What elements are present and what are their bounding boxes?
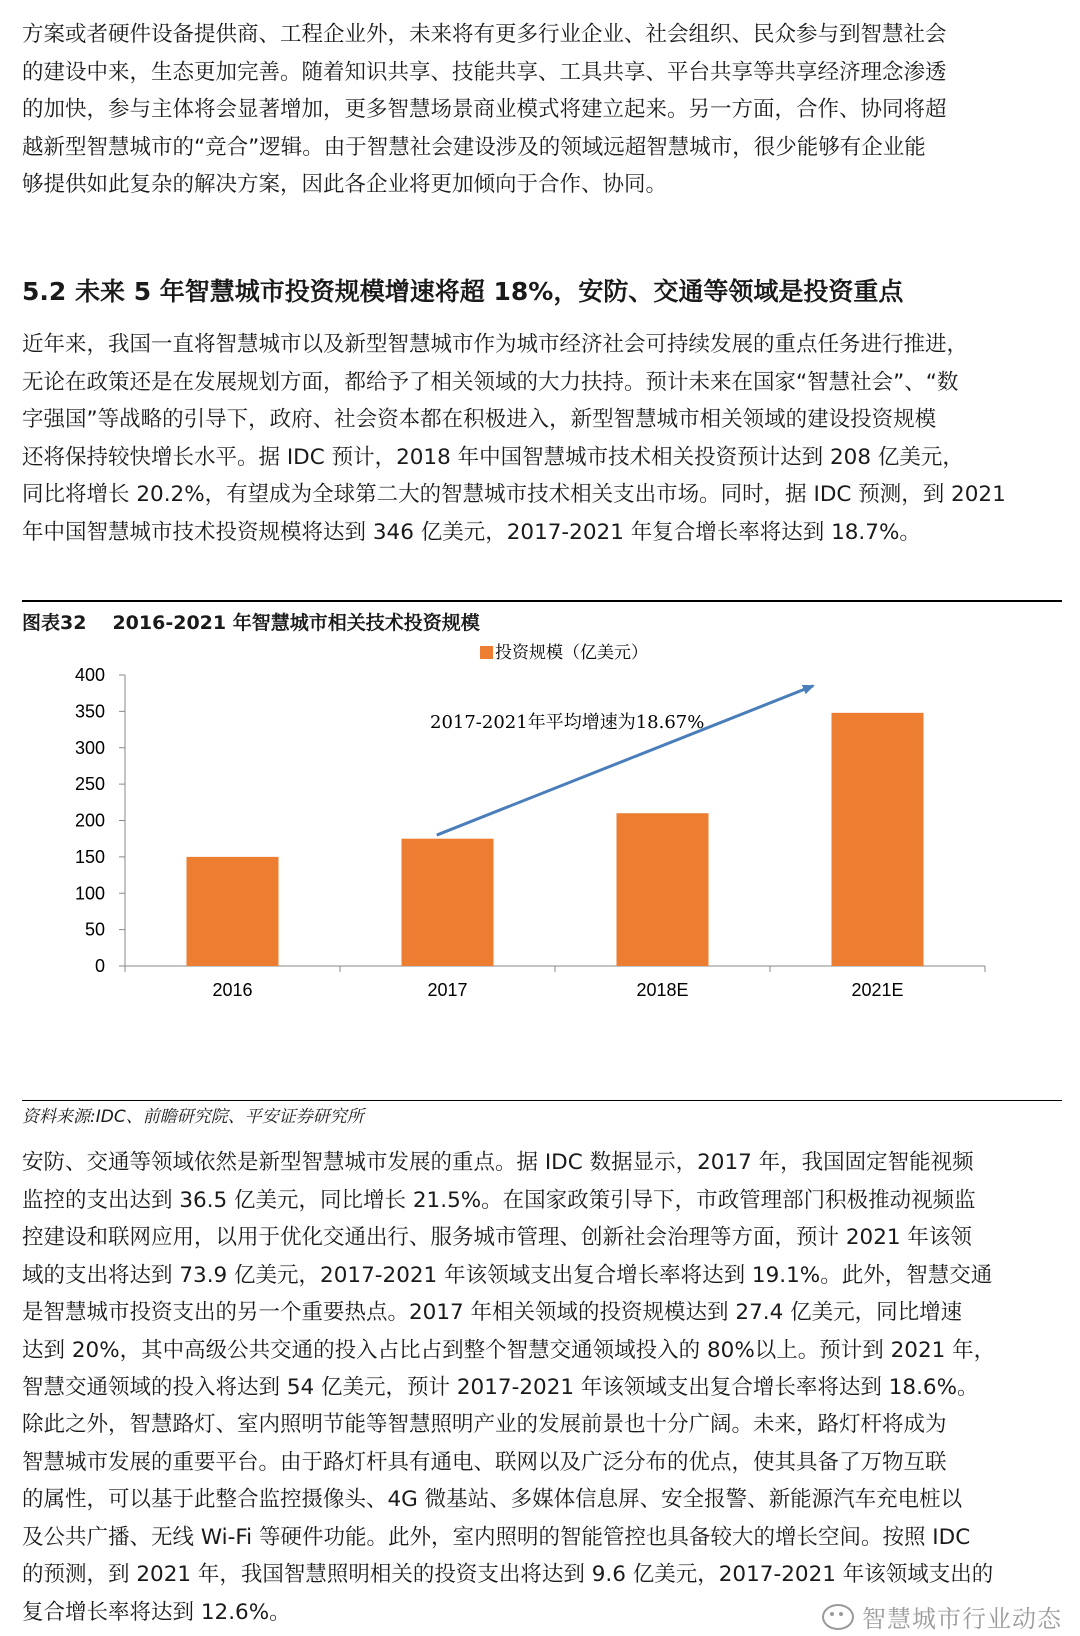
bar — [617, 813, 709, 966]
y-tick-label: 50 — [84, 919, 105, 940]
text-line: 是智慧城市投资支出的另一个重要热点。2017 年相关领域的投资规模达到 27.4 亿美元，同比增速 — [22, 1300, 963, 1325]
bar-chart — [0, 640, 1080, 1080]
legend-swatch — [480, 646, 493, 659]
y-tick-label: 200 — [74, 810, 105, 831]
y-tick-label: 250 — [74, 774, 105, 795]
text-line: 够提供如此复杂的解决方案，因此各企业将更加倾向于合作、协同。 — [22, 172, 668, 197]
intro-paragraph — [22, 16, 1062, 204]
text-line: 无论在政策还是在发展规划方面，都给予了相关领域的大力扶持。预计未来在国家“智慧社会”、“数 — [22, 369, 959, 395]
text-line: 年中国智慧城市技术投资规模将达到 346 亿美元，2017-2021 年复合增长率将达到 18.7%。 — [22, 519, 921, 545]
text-line: 的加快，参与主体将会显著增加，更多智慧场景商业模式将建立起来。另一方面，合作、协同将超 — [22, 97, 947, 122]
text-line: 智慧城市发展的重要平台。由于路灯杆具有通电、联网以及广泛分布的优点，使其具备了万物互联 — [22, 1449, 947, 1475]
text-line: 的属性，可以基于此整合监控摄像头、4G 微基站、多媒体信息屏、安全报警、新能源汽车充电桩以 — [22, 1487, 963, 1512]
text-line: 方案或者硬件设备提供商、工程企业外，未来将有更多行业企业、社会组织、民众参与到智慧社会 — [22, 22, 947, 47]
text-line: 控建设和联网应用，以用于优化交通出行、服务城市管理、创新社会治理等方面，预计 2021 年该领 — [22, 1225, 972, 1250]
text-line: 的预测，到 2021 年，我国智慧照明相关的投资支出将达到 9.6 亿美元，2017-2021 年该领域支出的 — [22, 1562, 994, 1587]
y-tick-label: 150 — [74, 846, 105, 867]
y-tick-label: 400 — [74, 665, 105, 685]
legend-label: 投资规模（亿美元） — [495, 643, 648, 663]
text-line: 同比将增长 20.2%，有望成为全球第二大的智慧城市技术相关支出市场。同时，据 IDC 预测，到 2021 — [22, 482, 1006, 507]
text-line: 及公共广播、无线 Wi-Fi 等硬件功能。此外，室内照明的智能管控也具备较大的增长空间。按照 IDC — [22, 1524, 971, 1550]
x-tick-label: 2018E — [636, 980, 689, 1000]
y-tick-label: 300 — [74, 737, 105, 758]
section-heading: 5.2 未来 5 年智慧城市投资规模增速将超 18%，安防、交通等领域是投资重点 — [22, 277, 904, 306]
source-divider — [22, 1100, 1062, 1101]
bar — [832, 713, 924, 966]
bar — [187, 857, 279, 966]
watermark — [822, 1599, 1062, 1634]
text-line: 域的支出将达到 73.9 亿美元，2017-2021 年该领域支出复合增长率将达到 19.1%。此外，智慧交通 — [22, 1262, 993, 1288]
y-tick-label: 100 — [74, 883, 105, 904]
text-line: 除此之外，智慧路灯、室内照明节能等智慧照明产业的发展前景也十分广阔。未来，路灯杆将成为 — [22, 1412, 947, 1437]
x-tick-label: 2016 — [212, 980, 253, 1000]
text-line: 越新型智慧城市的“竞合”逻辑。由于智慧社会建设涉及的领域远超智慧城市，很少能够有企业能 — [22, 134, 926, 160]
y-tick-label: 0 — [94, 956, 105, 976]
trend-arrow — [437, 686, 813, 835]
growth-annotation: 2017-2021年平均增速为18.67% — [430, 712, 705, 733]
text-line: 近年来，我国一直将智慧城市以及新型智慧城市作为城市经济社会可持续发展的重点任务进行推进， — [22, 332, 969, 357]
x-tick-label: 2017 — [427, 980, 468, 1000]
x-tick-label: 2021E — [851, 980, 904, 1000]
text-line: 智慧交通领域的投入将达到 54 亿美元，预计 2017-2021 年该领域支出复合增长率将达到 18.6%。 — [22, 1375, 979, 1400]
section-paragraph — [22, 326, 1062, 551]
text-line: 字强国”等战略的引导下，政府、社会资本都在积极进入，新型智慧城市相关领域的建设投资规模 — [22, 407, 937, 432]
bar — [402, 839, 494, 966]
text-line: 的建设中来，生态更加完善。随着知识共享、技能共享、工具共享、平台共享等共享经济理念渗透 — [22, 59, 947, 85]
lighting-paragraph — [22, 1406, 1062, 1631]
chart-bars — [187, 713, 924, 966]
y-tick-label: 350 — [74, 701, 105, 722]
watermark-text: 智慧城市行业动态 — [862, 1605, 1062, 1633]
figure-number: 图表32 — [22, 612, 87, 634]
figure-source: 资料来源:IDC、前瞻研究院、平安证券研究所 — [22, 1107, 364, 1127]
figure-title: 2016-2021 年智慧城市相关技术投资规模 — [112, 612, 480, 634]
chart-annotation — [430, 686, 813, 835]
chart-legend — [480, 642, 648, 663]
figure-caption — [22, 600, 1062, 635]
text-line: 还将保持较快增长水平。据 IDC 预计，2018 年中国智慧城市技术相关投资预计达到 208 亿美元， — [22, 444, 964, 470]
text-line: 达到 20%，其中高级公共交通的投入占比占到整个智慧交通领域投入的 80%以上。预计到 2021 年， — [22, 1337, 996, 1363]
security-traffic-paragraph — [22, 1144, 1062, 1407]
text-line: 安防、交通等领域依然是新型智慧城市发展的重点。据 IDC 数据显示，2017 年，我国固定智能视频 — [22, 1150, 974, 1175]
text-line: 复合增长率将达到 12.6%。 — [22, 1599, 291, 1625]
wechat-icon — [822, 1604, 854, 1630]
text-line: 监控的支出达到 36.5 亿美元，同比增长 21.5%。在国家政策引导下，市政管理部门积极推动视频监 — [22, 1187, 976, 1213]
